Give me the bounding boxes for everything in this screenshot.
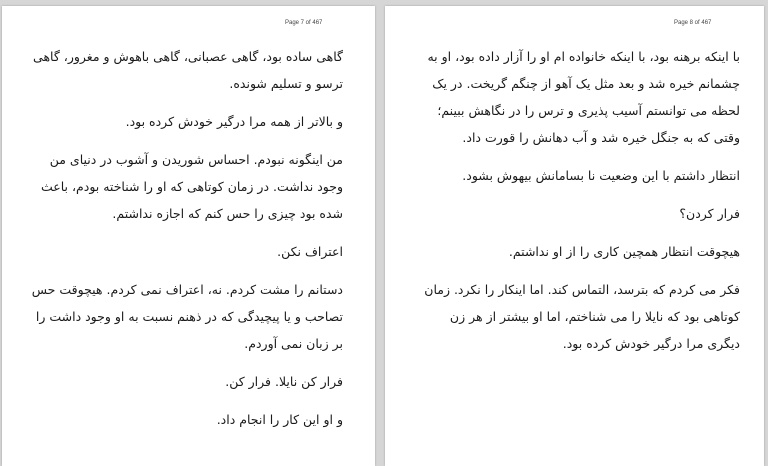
right-page xyxy=(385,6,764,466)
paragraph: اعتراف نکن. xyxy=(277,244,343,259)
paragraph: و بالاتر از همه مرا درگیر خودش کرده بود. xyxy=(125,114,343,129)
page-text xyxy=(414,43,740,368)
paragraph: انتظار داشتم با این وضعیت نا بسامانش بیهوش بشود. xyxy=(462,168,740,183)
paragraph: من اینگونه نبودم. احساس شوریدن و آشوب در دنیای من وجود نداشت. در زمان کوتاهی که او را شناخته بودم، باعث شده بود چیزی را حس کنم که اجازه نداشتم. xyxy=(40,152,343,221)
paragraph: فکر می کردم که بترسد، التماس کند. اما اینکار را نکرد. زمان کوتاهی بود که نایلا را می شناختم، اما او بیشتر از هر زن دیگری مرا درگیر خودش کرده بود. xyxy=(424,282,740,351)
paragraph: فرار کردن؟ xyxy=(679,206,740,221)
page-number-label: Page 8 of 467 xyxy=(674,20,712,26)
paragraph: و او این کار را انجام داد. xyxy=(216,412,343,427)
paragraph: دستانم را مشت کردم. نه، اعتراف نمی کردم. هیچوقت حس تصاحب و یا پیچیدگی که در ذهنم نسبت به او وجود داشت را بر زبان نمی آوردم. xyxy=(31,282,343,351)
paragraph: فرار کن نایلا. فرار کن. xyxy=(225,374,343,389)
page-text xyxy=(31,43,343,444)
paragraph: با اینکه برهنه بود، با اینکه خانواده ام او را آزار داده بود، او به چشمانم خیره شد و بعد مثل یک آهو از چنگم گریخت. در یک لحظه می توانستم آسیب پذیری و ترس را در نگاهش ببینم؛ وقتی که به جنگل خیره شد و آب دهانش را قورت داد. xyxy=(427,49,740,145)
left-page xyxy=(2,6,375,466)
paragraph: هیچوقت انتظار همچین کاری را از او نداشتم. xyxy=(508,244,740,259)
paragraph: گاهی ساده بود، گاهی عصبانی، گاهی باهوش و مغرور، گاهی ترسو و تسلیم شونده. xyxy=(33,49,343,91)
page-number-label: Page 7 of 467 xyxy=(285,20,323,26)
